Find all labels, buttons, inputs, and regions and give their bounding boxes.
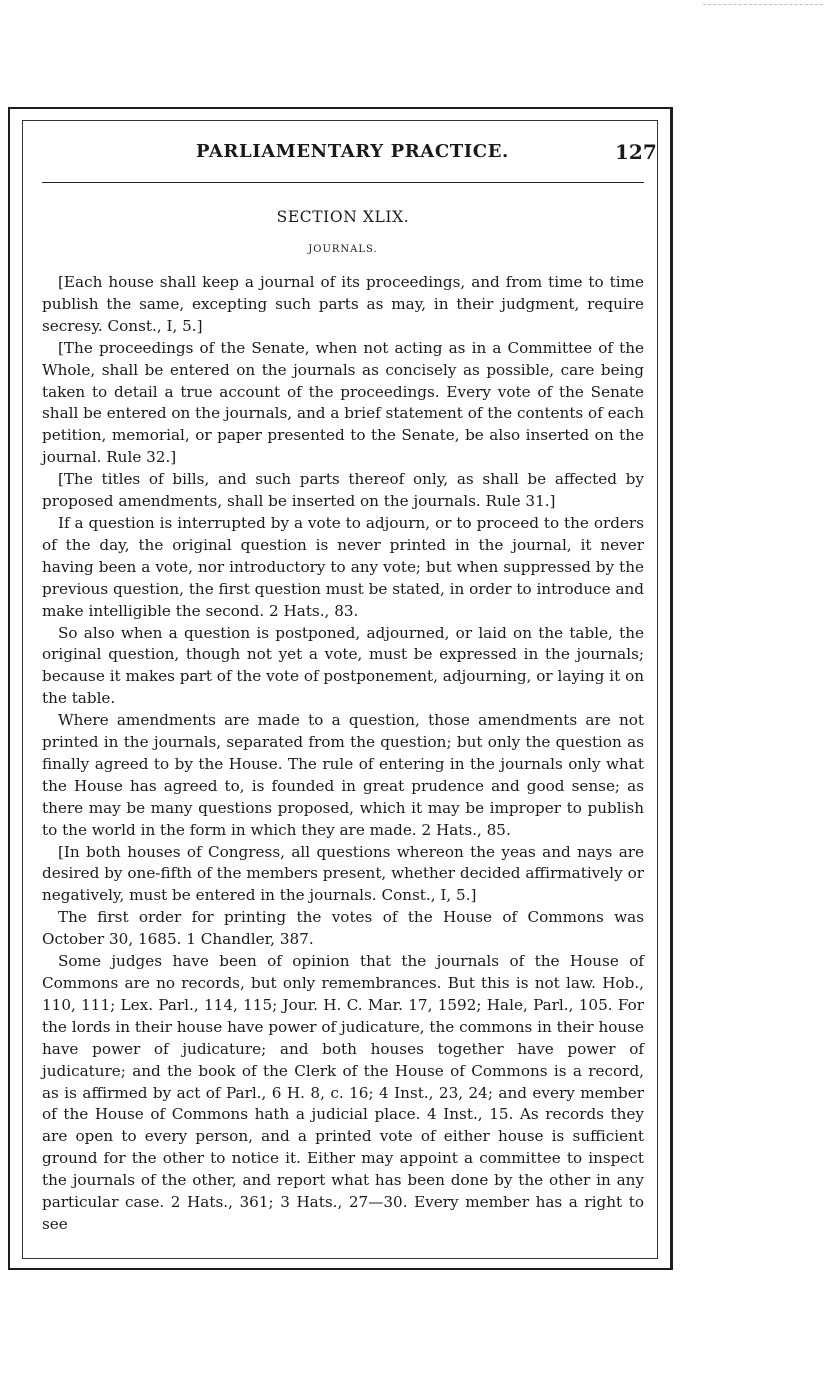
header-rule [42,182,644,183]
paragraph-journals-records: Some judges have been of opinion that the journals of the House of Commons are no records, but only remembrances. But this is not law. Hob., 110, 111; Lex. Parl., 114, 115; Jour. H. C. Mar. 17, 1592; Hale, Parl., 105. For the lords in their house have power of judicature, the commons in their house have power of judicature; and both houses together have power of judicature; and the book of the Clerk of the House of Commons is a record, as is affirmed by act of Parl., 6 H. 8, c. 16; 4 Inst., 23, 24; and every member of the House of Commons hath a judicial place. 4 Inst., 15. As records they are open to every person, and a printed vote of either house is sufficient ground for the other to notice it. Either may appoint a committee to inspect the journals of the other, and report what has been done by the other in any particular case. 2 Hats., 361; 3 Hats., 27—30. Every member has a right to see [42,952,644,1233]
page-number: 127 [615,140,657,164]
paragraph-amendments: Where amendments are made to a question, those amendments are not printed in the journals, separated from the question; but only the question as finally agreed to by the House. The rule of entering in the journals only what the House has agreed to, is founded in great prudence and good sense; as there may be many questions proposed, which it may be improper to publish to the world in the form in which they are made. 2 Hats., 85. [42,711,644,839]
section-subtitle: JOURNALS. [308,244,378,255]
paragraph-postponed-question: So also when a question is postponed, adjourned, or laid on the table, the original question, though not yet a vote, must be expressed in the journals; because it makes part of the vote of postponement, adjourning, or laying it on the table. [42,623,644,708]
paragraph-first-printing: The first order for printing the votes of the House of Commons was October 30, 1685. 1 Chandler, 387. [42,908,644,949]
paragraph-bill-titles: [The titles of bills, and such parts thereof only, as shall be affected by proposed amendments, shall be inserted on the journals. Rule 31.] [42,470,644,511]
running-head: PARLIAMENTARY PRACTICE. [196,141,509,162]
section-title: SECTION XLIX. [276,208,410,226]
paragraph-constitution-journal: [Each house shall keep a journal of its proceedings, and from time to time publish the same, excepting such parts as may, in their judgment, require secresy. Const., I, 5.] [42,273,644,335]
paragraph-interrupted-question: If a question is interrupted by a vote to adjourn, or to proceed to the orders of the day, the original question is never printed in the journal, it never having been a vote, nor introductory to any vote; but when suppressed by the previous question, the first question must be stated, in order to introduce and make intelligible the second. 2 Hats., 83. [42,513,644,620]
paragraph-senate-proceedings: [The proceedings of the Senate, when not acting as in a Committee of the Whole, shall be entered on the journals as concisely as possible, care being taken to detail a true account of the proceedings. Every vote of the Senate shall be entered on the journals, and a brief statement of the contents of each petition, memorial, or paper presented to the Senate, be also inserted on the journal. Rule 32.] [42,338,644,467]
paragraph-yeas-nays: [In both houses of Congress, all questions whereon the yeas and nays are desired by one-fifth of the members present, whether decided affirmatively or negatively, must be entered in the journals. Const., I, 5.] [42,842,644,905]
body-text [42,272,644,1236]
scan-artifact [703,4,823,7]
